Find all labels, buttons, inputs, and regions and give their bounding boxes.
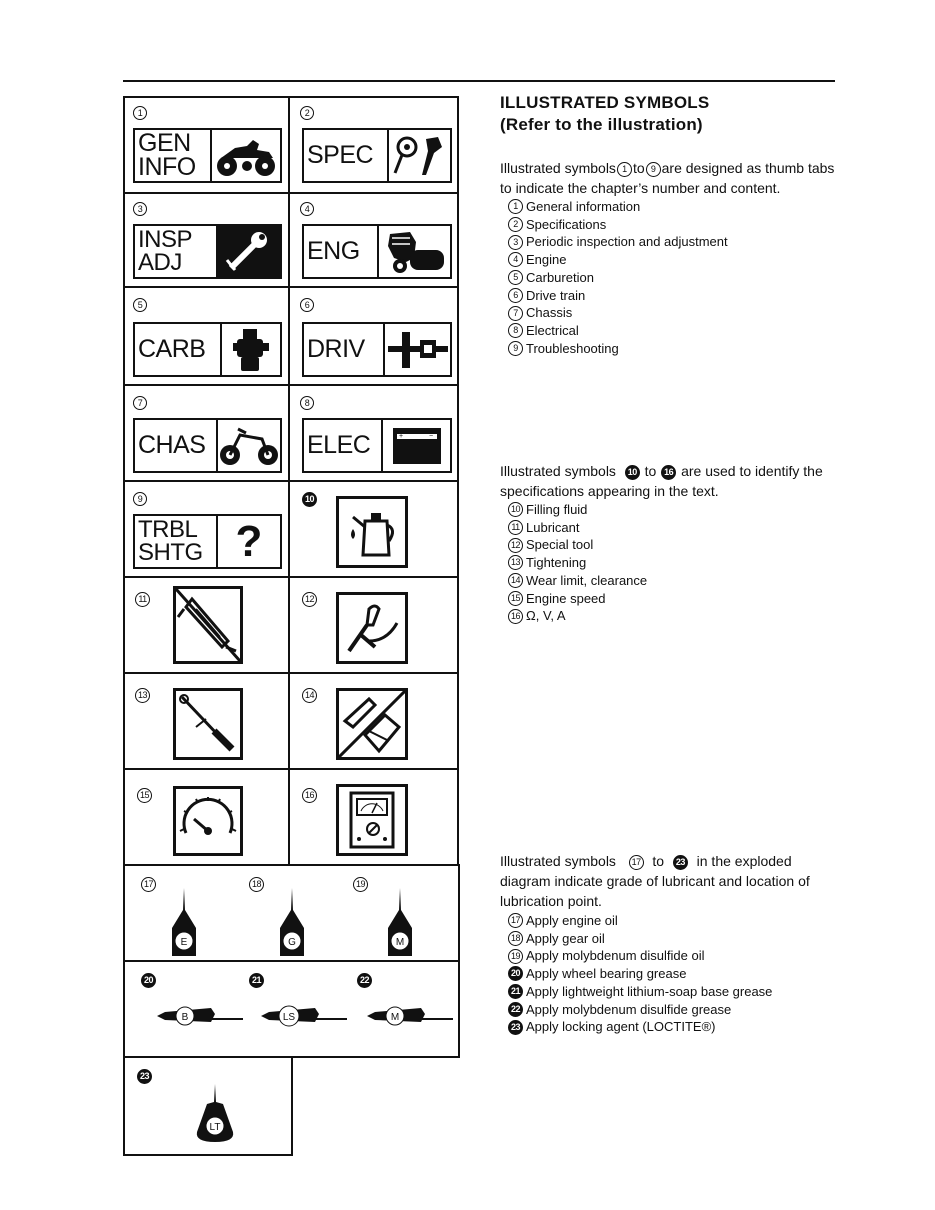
list-item [508,930,772,948]
tab-label: DRIV [307,334,365,363]
list-item [508,607,647,625]
list-item [508,590,647,608]
tab-gen-info [133,128,282,183]
section1-list [508,198,728,357]
item-number: 6 [508,288,523,303]
grid-cell-4 [288,192,459,288]
grid-cell-12 [288,576,459,674]
list-item [508,572,647,590]
cell-number: 18 [249,874,263,892]
list-item [508,287,728,305]
section2-list [508,501,647,625]
item-label: Drive train [526,287,586,303]
subtitle-line: (Refer to the illustration) [500,115,703,134]
grease-grade-label: B [181,1012,189,1023]
item-number: 16 [508,609,523,624]
list-item [508,251,728,269]
section3-intro: Illustrated symbols 17 to 23 in the exploded diagram indicate grade of lubricant and location of lubrication point. [500,853,810,909]
item-label: Apply wheel bearing grease [526,966,687,982]
grid-cell-10 [288,480,459,578]
item-label: Apply molybdenum disulfide oil [526,948,705,964]
top-rule [123,80,835,82]
grid-cell-loctite [123,1056,293,1156]
cell-number: 2 [300,104,314,118]
list-item [508,912,772,930]
cell-number: 10 [302,490,316,504]
engine-icon [377,226,450,277]
item-number: 18 [508,931,523,946]
tab-trbl-shtg [133,514,282,569]
tab-label-line2: INFO [138,152,196,181]
item-label: Ω, V, A [526,608,566,624]
item-number: 3 [508,235,523,250]
item-label: Apply locking agent (LOCTITE®) [526,1019,716,1035]
list-item [508,947,772,965]
tab-label: ENG [307,236,360,265]
cell-number: 20 [141,970,155,988]
item-label: Carburetion [526,269,594,285]
tab-spec [302,128,452,183]
cell-number: 21 [249,970,263,988]
tab-label-line1: GEN [138,128,191,157]
atv-icon [210,130,280,181]
list-item [508,198,728,216]
tab-elec [302,418,452,473]
grease-gun-small-icon [365,1002,455,1030]
wrench-icon [216,226,280,277]
cell-number: 7 [133,394,147,408]
item-label: Wear limit, clearance [526,572,648,588]
list-item [508,965,772,983]
torque-wrench-icon [173,688,243,760]
grid-cell-5 [123,286,290,386]
item-label: Troubleshooting [526,340,619,356]
cell-number: 19 [353,874,367,892]
grease-grade-label: M [390,1012,400,1023]
grid-cell-8 [288,384,459,482]
item-number: 23 [508,1020,523,1035]
item-label: Engine speed [526,590,606,606]
tab-label: CHAS [138,430,206,459]
list-item [508,1001,772,1019]
grid-cell-6 [288,286,459,386]
grid-cell-oils [123,864,460,962]
tab-driv [302,322,452,377]
oil-can-icon [336,496,408,568]
cell-number: 12 [302,590,316,604]
list-item [508,1018,772,1036]
item-label: Lubricant [526,519,580,535]
loctite-label: LT [209,1122,221,1133]
item-number: 15 [508,591,523,606]
tools-icon [387,130,450,181]
grease-grade-label: LS [282,1012,296,1023]
item-label: General information [526,199,641,214]
grid-cell-1 [123,96,290,194]
item-number: 13 [508,555,523,570]
list-item [508,233,728,251]
cell-number: 22 [357,970,371,988]
list-item [508,554,647,572]
list-item [508,536,647,554]
item-number: 14 [508,573,523,588]
item-number: 8 [508,323,523,338]
special-tool-icon [336,592,408,664]
item-label: Filling fluid [526,502,588,517]
svg-text:+: + [398,432,403,440]
tab-label-line2: SHTG [138,538,203,566]
list-item [508,340,728,358]
list-item [508,983,772,1001]
item-label: Chassis [526,305,573,321]
cell-number: 17 [141,874,155,892]
cell-number: 4 [300,200,314,214]
grease-gun-small-icon [259,1002,349,1030]
tachometer-icon [173,786,243,856]
item-number: 21 [508,984,523,999]
tab-label-line1: INSP [138,225,193,253]
tab-chas [133,418,282,473]
item-number: 22 [508,1002,523,1017]
caliper-icon [336,688,408,760]
item-number: 1 [508,199,523,214]
question-icon: ? [216,516,280,567]
item-label: Apply molybdenum disulfide grease [526,1001,732,1017]
item-label: Tightening [526,555,587,571]
cell-number: 13 [135,686,149,700]
item-label: Specifications [526,216,607,232]
oil-grade-label: M [395,937,405,948]
oil-bottle-icon [385,888,415,958]
cell-number: 16 [302,786,316,800]
cell-number: 15 [137,786,151,800]
section3-list [508,912,772,1036]
cell-number: 9 [133,490,147,504]
grid-cell-15 [123,768,290,866]
item-number: 19 [508,949,523,964]
item-number: 11 [508,520,523,535]
item-number: 7 [508,306,523,321]
tab-label: SPEC [307,140,374,169]
list-item [508,322,728,340]
motorcycle-icon [216,420,280,471]
loctite-bottle-icon [193,1084,237,1144]
list-item [508,269,728,287]
item-label: Electrical [526,322,579,338]
oil-bottle-icon [169,888,199,958]
drive-shaft-icon [383,324,450,375]
section1-intro: Illustrated symbols 1 to 9 are designed as thumb tabs to indicate the chapter’s number and content. [500,160,835,196]
tab-carb [133,322,282,377]
grid-cell-7 [123,384,290,482]
oil-grade-label: E [180,937,188,948]
tab-label-line2: ADJ [138,248,182,276]
cell-number: 5 [133,296,147,310]
item-number: 20 [508,966,523,981]
list-item [508,519,647,537]
item-number: 12 [508,538,523,553]
cell-number: 3 [133,200,147,214]
item-label: Apply gear oil [526,930,605,946]
grid-cell-11 [123,576,290,674]
cell-number: 1 [133,104,147,118]
grid-cell-greases [123,960,460,1058]
grease-gun-small-icon [155,1002,245,1030]
grid-cell-14 [288,672,459,770]
item-label: Apply engine oil [526,913,618,928]
oil-bottle-icon [277,888,307,958]
tab-label-line1: TRBL [138,515,198,543]
item-number: 9 [508,341,523,356]
list-item [508,501,647,519]
multimeter-icon [336,784,408,856]
svg-text:−: − [428,432,433,440]
oil-grade-label: G [288,937,296,948]
item-label: Engine [526,252,567,268]
tab-label: CARB [138,334,206,363]
battery-icon [381,420,450,471]
item-label: Special tool [526,537,594,553]
title-line: ILLUSTRATED SYMBOLS [500,93,710,112]
item-number: 2 [508,217,523,232]
section2-intro: Illustrated symbols 10 to 16 are used to identify the specifications appearing in the text. [500,463,823,499]
list-item [508,304,728,322]
cell-number: 11 [135,590,149,604]
page-title [500,92,709,136]
grid-cell-13 [123,672,290,770]
list-item [508,216,728,234]
grid-cell-3 [123,192,290,288]
grid-cell-2 [288,96,459,194]
grid-cell-9 [123,480,290,578]
item-number: 5 [508,270,523,285]
tab-insp-adj [133,224,282,279]
cell-number: 8 [300,394,314,408]
cell-number: 23 [137,1066,151,1084]
tab-eng [302,224,452,279]
tab-label: ELEC [307,430,371,459]
grid-cell-16 [288,768,459,866]
item-label: Periodic inspection and adjustment [526,234,728,250]
grease-gun-icon [173,586,243,664]
carburetor-icon [220,324,280,375]
cell-number: 6 [300,296,314,310]
item-number: 4 [508,252,523,267]
cell-number: 14 [302,686,316,700]
item-number: 10 [508,502,523,517]
item-number: 17 [508,913,523,928]
item-label: Apply lightweight lithium-soap base grease [526,983,773,999]
